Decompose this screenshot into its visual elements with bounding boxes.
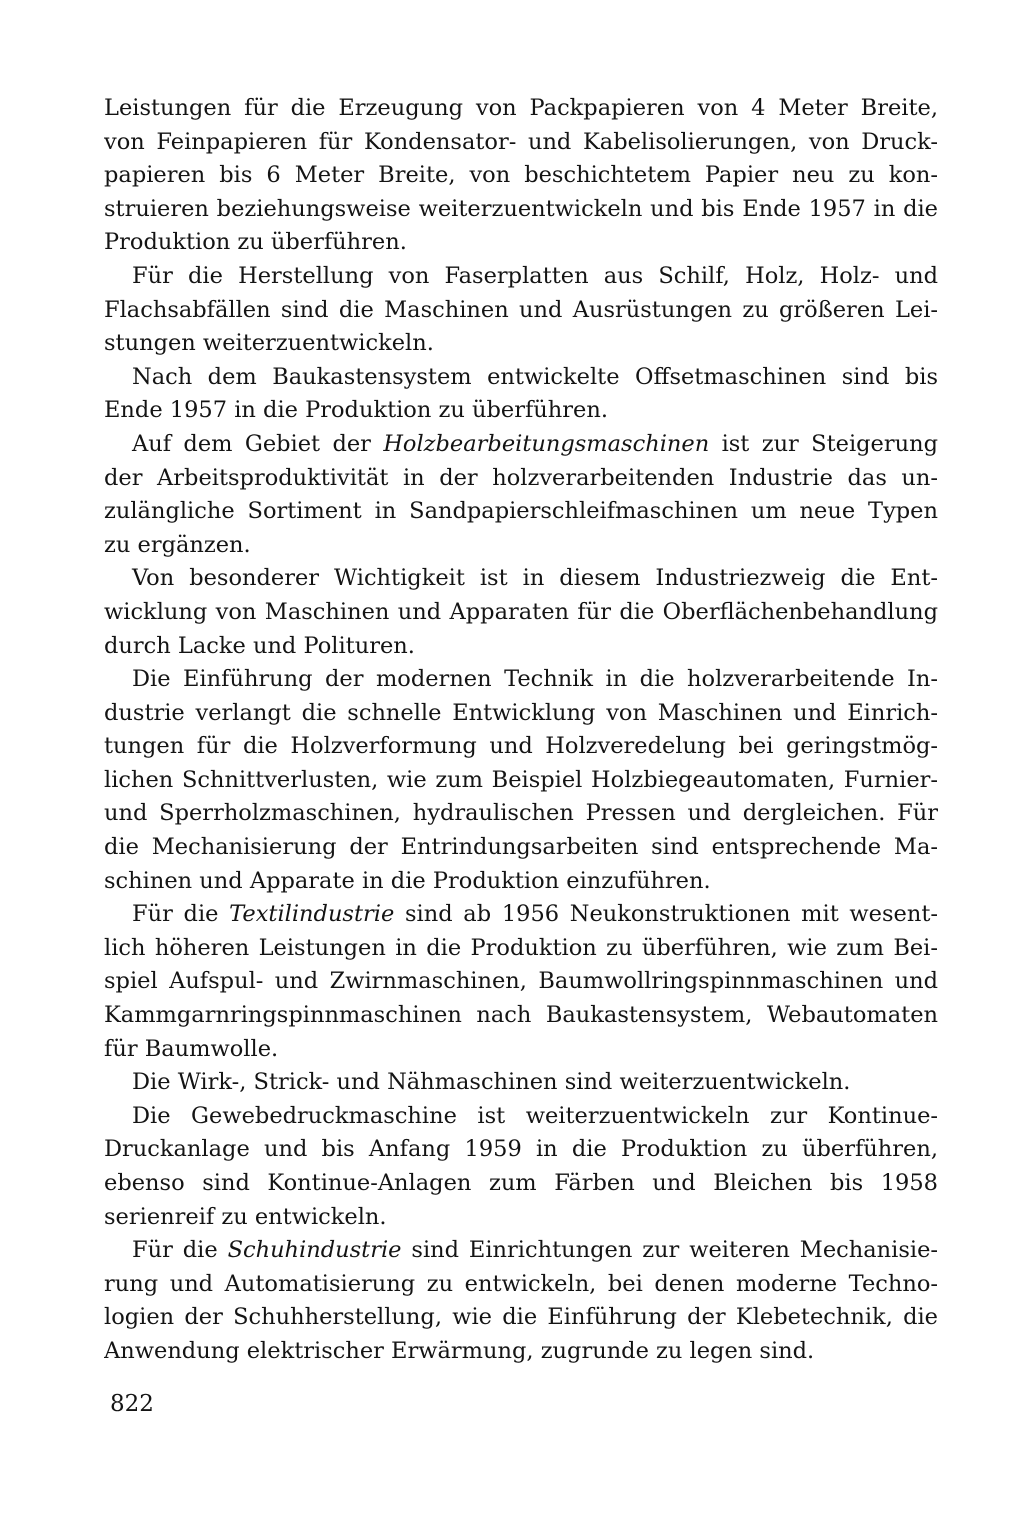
paragraph [104,1100,938,1234]
italic-term: Textilindustrie [229,901,395,928]
text-line: Anwendung elektrischer Erwärmung, zugrunde zu legen sind. [104,1337,815,1364]
text-line: lichen Schnittverlusten, wie zum Beispiel Holzbiegeautomaten, Furnier- [104,766,938,793]
text-line: wicklung von Maschinen und Apparaten für die Oberflächenbehandlung [104,598,938,625]
text-line [104,898,938,932]
text-line: Flachsabfällen sind die Maschinen und Ausrüstungen zu größeren Lei- [104,296,938,323]
body-text [104,92,938,1369]
text-line: der Arbeitsproduktivität in der holzverarbeitenden Industrie das un- [104,464,938,491]
paragraph [104,260,938,361]
text-line: ebenso sind Kontinue-Anlagen zum Färben und Bleichen bis 1958 [104,1170,938,1196]
text-line: zu ergänzen. [104,531,251,558]
text-line: für Baumwolle. [104,1035,279,1062]
paragraph [104,1234,938,1368]
text-line: durch Lacke und Polituren. [104,632,415,659]
text-line: Die Wirk-, Strick- und Nähmaschinen sind weiterzuentwickeln. [132,1069,851,1096]
text-line: lich höheren Leistungen in die Produktion zu überführen, wie zum Bei- [104,934,938,961]
text-line: von Feinpapieren für Kondensator- und Kabelisolierungen, von Druck- [104,128,938,155]
text-run: sind ab 1956 Neukonstruktionen mit wesent- [394,901,938,928]
text-line [104,428,938,462]
text-line: schinen und Apparate in die Produktion einzuführen. [104,867,711,894]
text-line: spiel Aufspul- und Zwirnmaschinen, Baumwollringspinnmaschinen und [104,968,938,995]
text-line: Leistungen für die Erzeugung von Packpapieren von 4 Meter Breite, [104,95,938,121]
italic-term: Schuhindustrie [227,1237,402,1264]
text-line: zulängliche Sortiment in Sandpapierschleifmaschinen um neue Typen [104,498,938,525]
text-line: die Mechanisierung der Entrindungsarbeiten sind entsprechende Ma- [104,834,938,861]
paragraph [104,663,938,898]
text-line: dustrie verlangt die schnelle Entwicklung von Maschinen und Einrich- [104,699,938,726]
text-line: stungen weiterzuentwickeln. [104,330,434,357]
paragraph [104,428,938,562]
paragraph [104,361,938,428]
italic-term: Holzbearbeitungsmaschinen [383,430,710,457]
text-line: serienreif zu entwickeln. [104,1203,387,1230]
paragraph [104,92,938,260]
text-line: Nach dem Baukastensystem entwickelte Offsetmaschinen sind bis [132,363,938,390]
paragraph [104,1066,938,1100]
paragraph [104,562,938,663]
text-run: Für die [132,901,230,928]
text-line: Produktion zu überführen. [104,229,407,256]
text-run: Für die [132,1237,228,1264]
text-line: und Sperrholzmaschinen, hydraulischen Pressen und dergleichen. Für [104,800,938,827]
text-line: logien der Schuhherstellung, wie die Einführung der Klebetechnik, die [104,1304,938,1331]
text-line: papieren bis 6 Meter Breite, von beschichtetem Papier neu zu kon- [104,162,938,189]
text-run: Auf dem Gebiet der [132,430,384,457]
text-line: Für die Herstellung von Faserplatten aus Schilf, Holz, Holz- und [132,262,938,289]
text-line: Von besonderer Wichtigkeit ist in diesem Industriezweig die Ent- [132,565,938,592]
text-line: Ende 1957 in die Produktion zu überführen. [104,397,608,424]
text-line: tungen für die Holzverformung und Holzveredelung bei geringstmög- [104,733,938,760]
text-line: Die Gewebedruckmaschine ist weiterzuentwickeln zur Kontinue- [132,1102,938,1129]
page-number: 822 [110,1391,154,1417]
text-line: rung und Automatisierung zu entwickeln, bei denen moderne Techno- [104,1270,938,1297]
paragraph [104,898,938,1066]
text-line: struieren beziehungsweise weiterzuentwickeln und bis Ende 1957 in die [104,195,938,222]
text-line: Druckanlage und bis Anfang 1959 in die Produktion zu überführen, [104,1136,938,1163]
text-line [104,1234,938,1268]
text-run: sind Einrichtungen zur weiteren Mechanisie- [401,1237,938,1264]
text-line: Die Einführung der modernen Technik in die holzverarbeitende In- [132,666,938,693]
text-run: ist zur Steigerung [709,430,938,457]
text-line: Kammgarnringspinnmaschinen nach Baukastensystem, Webautomaten [104,1002,938,1029]
